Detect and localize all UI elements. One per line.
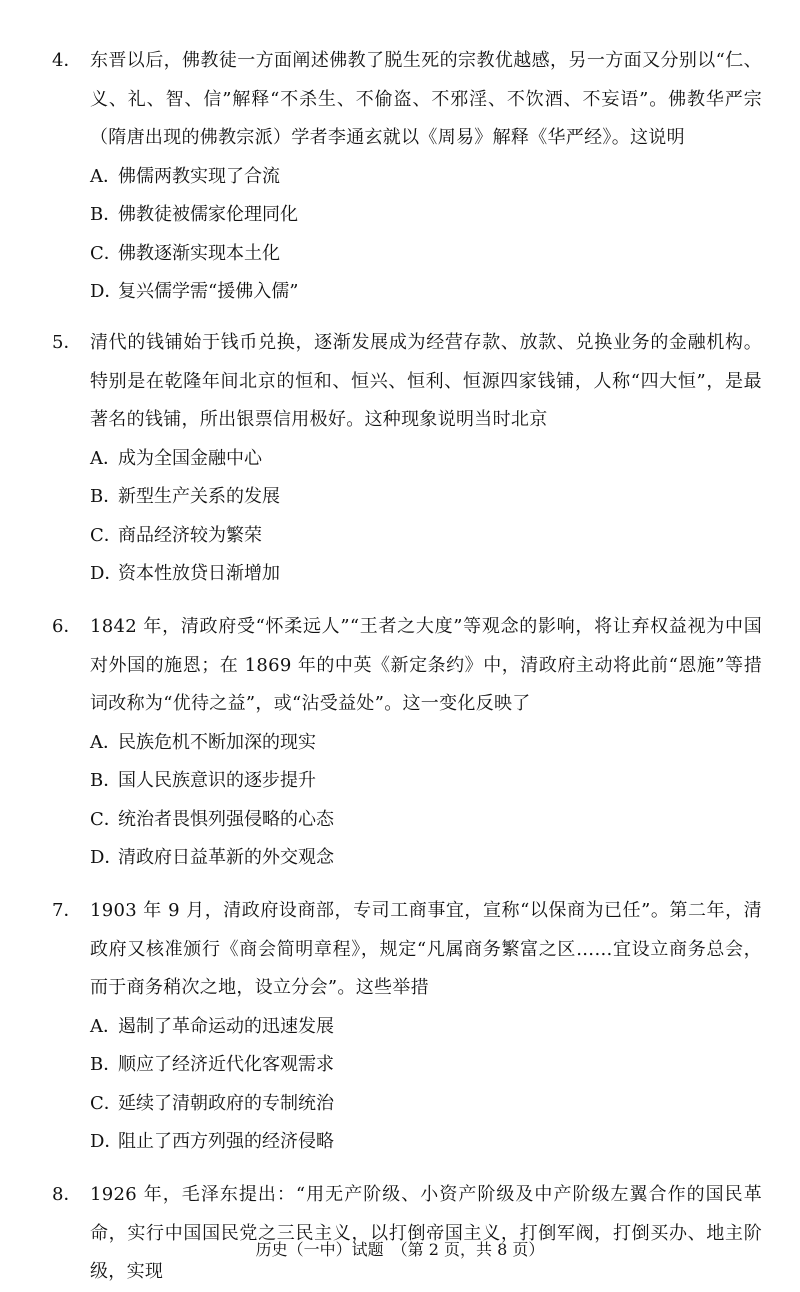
option-text: 佛教徒被儒家伦理同化 — [118, 204, 298, 225]
option-text: 延续了清朝政府的专制统治 — [118, 1092, 334, 1114]
option-list — [90, 440, 762, 594]
option-a[interactable] — [90, 1008, 762, 1047]
option-letter: A． — [90, 165, 121, 187]
option-c[interactable] — [90, 235, 762, 274]
option-letter: A． — [90, 1015, 121, 1037]
option-text: 国人民族意识的逐步提升 — [118, 770, 316, 791]
option-text: 统治者畏惧列强侵略的心态 — [118, 808, 334, 830]
option-list — [90, 1008, 762, 1162]
option-a[interactable] — [90, 440, 762, 479]
question-number: 8． — [52, 1184, 82, 1205]
option-text: 佛教逐渐实现本土化 — [118, 242, 280, 264]
option-c[interactable] — [90, 801, 762, 840]
option-list — [90, 724, 762, 878]
option-a[interactable] — [90, 158, 762, 197]
question-number: 5． — [52, 332, 82, 353]
option-text: 资本性放贷日渐增加 — [118, 563, 280, 584]
option-b[interactable] — [90, 1046, 762, 1085]
option-d[interactable] — [90, 839, 762, 878]
option-text: 民族危机不断加深的现实 — [118, 731, 316, 753]
option-b[interactable] — [90, 762, 762, 801]
option-d[interactable] — [90, 273, 762, 312]
option-c[interactable] — [90, 517, 762, 556]
option-text: 清政府日益革新的外交观念 — [118, 847, 334, 868]
option-letter: D． — [90, 847, 123, 868]
option-letter: B． — [90, 770, 122, 791]
question-stem: 1842 年，清政府受“怀柔远人”“王者之大度”等观念的影响，将让弃权益视为中国对外国的施恩；在 1869 年的中英《新定条约》中，清政府主动将此前“恩施”等措词改称为“优待之益”，或“沾受益处”。这一变化反映了 — [90, 616, 762, 714]
option-letter: D． — [90, 281, 123, 302]
option-letter: D． — [90, 1131, 123, 1152]
option-a[interactable] — [90, 724, 762, 763]
option-letter: C． — [90, 1092, 122, 1114]
question-6 — [52, 608, 762, 878]
question-number: 6． — [52, 616, 82, 637]
option-text: 佛儒两教实现了合流 — [118, 165, 280, 187]
question-number: 4． — [52, 50, 82, 71]
question-7 — [52, 892, 762, 1162]
option-text: 商品经济较为繁荣 — [118, 524, 262, 546]
option-letter: B． — [90, 486, 122, 507]
option-letter: B． — [90, 1054, 122, 1075]
option-text: 复兴儒学需“援佛入儒” — [118, 281, 299, 302]
question-stem: 1903 年 9 月，清政府设商部，专司工商事宜，宣称“以保商为已任”。第二年，清政府又核准颁行《商会简明章程》，规定“凡属商务繁富之区……宜设立商务总会，而于商务稍次之地，设立分会”。这些举措 — [90, 900, 762, 998]
option-text: 顺应了经济近代化客观需求 — [118, 1054, 334, 1075]
option-letter: D． — [90, 563, 123, 584]
option-c[interactable] — [90, 1085, 762, 1124]
option-letter: C． — [90, 242, 122, 264]
option-text: 新型生产关系的发展 — [118, 486, 280, 507]
option-letter: A． — [90, 731, 121, 753]
option-text: 成为全国金融中心 — [118, 447, 262, 469]
question-number: 7． — [52, 900, 82, 921]
option-text: 阻止了西方列强的经济侵略 — [118, 1131, 334, 1152]
question-stem: 1926 年，毛泽东提出：“用无产阶级、小资产阶级及中产阶级左翼合作的国民革命，实行中国国民党之三民主义，以打倒帝国主义，打倒军阀，打倒买办、地主阶级，实现 — [90, 1184, 762, 1282]
question-8 — [52, 1176, 762, 1292]
question-5 — [52, 324, 762, 594]
option-letter: A． — [90, 447, 121, 469]
option-b[interactable] — [90, 478, 762, 517]
option-d[interactable] — [90, 555, 762, 594]
option-letter: C． — [90, 808, 122, 830]
question-stem: 东晋以后，佛教徒一方面阐述佛教了脱生死的宗教优越感，另一方面又分别以“仁、义、礼、智、信”解释“不杀生、不偷盗、不邪淫、不饮酒、不妄语”。佛教华严宗（隋唐出现的佛教宗派）学者李通玄就以《周易》解释《华严经》。这说明 — [90, 50, 762, 148]
option-d[interactable] — [90, 1123, 762, 1162]
option-letter: B． — [90, 204, 122, 225]
question-4 — [52, 42, 762, 312]
option-b[interactable] — [90, 196, 762, 235]
option-text: 遏制了革命运动的迅速发展 — [118, 1015, 334, 1037]
option-list — [90, 158, 762, 312]
question-stem: 清代的钱铺始于钱币兑换，逐渐发展成为经营存款、放款、兑换业务的金融机构。特别是在乾隆年间北京的恒和、恒兴、恒利、恒源四家钱铺，人称“四大恒”，是最著名的钱铺，所出银票信用极好。这种现象说明当时北京 — [90, 332, 762, 430]
option-letter: C． — [90, 524, 122, 546]
page-footer: 历史（一中）试题 （第 2 页，共 8 页） — [255, 1240, 545, 1259]
